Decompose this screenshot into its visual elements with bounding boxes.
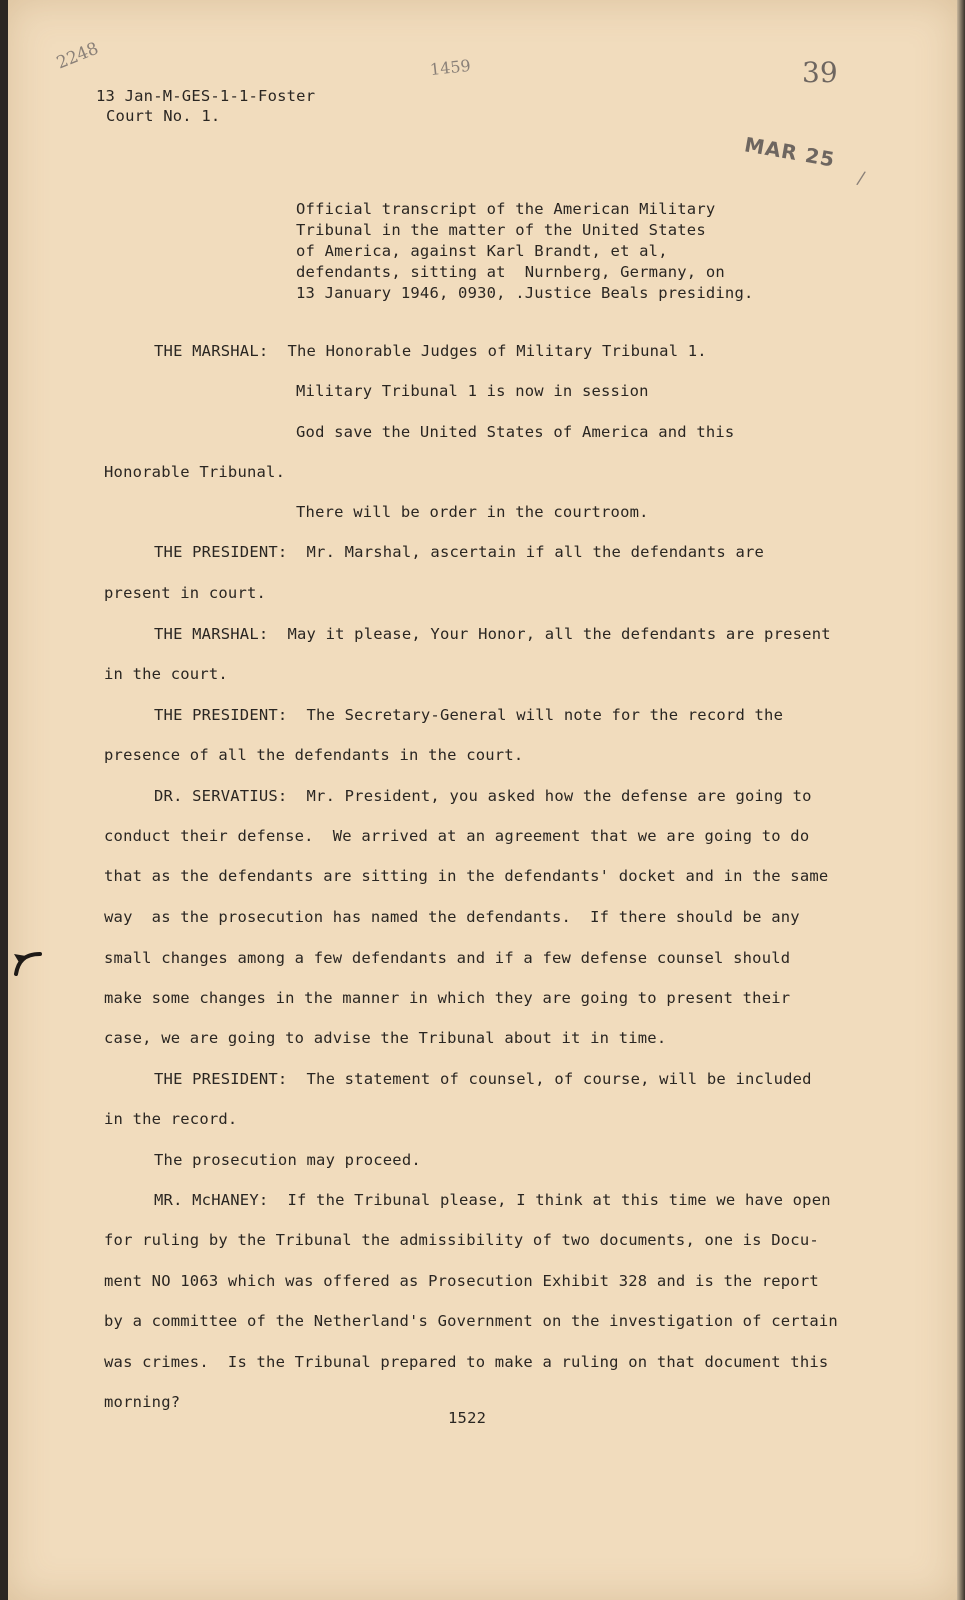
transcript-line: The prosecution may proceed. bbox=[154, 1151, 421, 1169]
date-stamp: MAR 25 bbox=[742, 132, 837, 172]
header-line-2: Court No. 1. bbox=[106, 107, 221, 125]
transcript-line: way as the prosecution has named the defendants. If there should be any bbox=[104, 908, 800, 926]
transcript-line: DR. SERVATIUS: Mr. President, you asked how the defense are going to bbox=[154, 787, 812, 805]
document-page bbox=[8, 0, 957, 1600]
transcript-line: make some changes in the manner in which they are going to present their bbox=[104, 989, 791, 1007]
caption-line: Tribunal in the matter of the United States bbox=[296, 221, 706, 239]
caption-line: 13 January 1946, 0930, .Justice Beals presiding. bbox=[296, 284, 754, 302]
caption-line: Official transcript of the American Military bbox=[296, 200, 716, 218]
page-number: 1522 bbox=[448, 1409, 487, 1427]
margin-arrow-mark bbox=[10, 944, 46, 980]
transcript-line: morning? bbox=[104, 1393, 181, 1411]
transcript-line: case, we are going to advise the Tribunal about it in time. bbox=[104, 1029, 667, 1047]
pencil-tick: / bbox=[855, 167, 867, 190]
transcript-line: THE MARSHAL: The Honorable Judges of Military Tribunal 1. bbox=[154, 342, 707, 360]
transcript-line: conduct their defense. We arrived at an agreement that we are going to do bbox=[104, 827, 810, 845]
transcript-line: THE PRESIDENT: The statement of counsel, of course, will be included bbox=[154, 1070, 812, 1088]
transcript-line: God save the United States of America and this bbox=[296, 423, 735, 441]
transcript-line: present in court. bbox=[104, 584, 267, 602]
transcript-line: in the record. bbox=[104, 1110, 238, 1128]
transcript-line: THE PRESIDENT: The Secretary-General will note for the record the bbox=[154, 706, 784, 724]
transcript-line: in the court. bbox=[104, 665, 228, 683]
transcript-line: that as the defendants are sitting in the defendants' docket and in the same bbox=[104, 867, 829, 885]
handwritten-page-number: 39 bbox=[802, 56, 838, 89]
transcript-line: THE MARSHAL: May it please, Your Honor, all the defendants are present bbox=[154, 625, 831, 643]
transcript-line: MR. McHANEY: If the Tribunal please, I think at this time we have open bbox=[154, 1191, 831, 1209]
transcript-line: ment NO 1063 which was offered as Prosecution Exhibit 328 and is the report bbox=[104, 1272, 819, 1290]
caption-line: of America, against Karl Brandt, et al, bbox=[296, 242, 668, 260]
transcript-line: small changes among a few defendants and if a few defense counsel should bbox=[104, 949, 791, 967]
transcript-line: by a committee of the Netherland's Government on the investigation of certain bbox=[104, 1312, 838, 1330]
transcript-line: Honorable Tribunal. bbox=[104, 463, 286, 481]
transcript-line: presence of all the defendants in the court. bbox=[104, 746, 524, 764]
header-line-1: 13 Jan-M-GES-1-1-Foster bbox=[96, 87, 316, 105]
transcript-line: Military Tribunal 1 is now in session bbox=[296, 382, 649, 400]
transcript-line: was crimes. Is the Tribunal prepared to make a ruling on that document this bbox=[104, 1353, 829, 1371]
transcript-line: for ruling by the Tribunal the admissibility of two documents, one is Docu- bbox=[104, 1231, 819, 1249]
caption-line: defendants, sitting at Nurnberg, Germany, on bbox=[296, 263, 725, 281]
transcript-line: There will be order in the courtroom. bbox=[296, 503, 649, 521]
page-edge-shadow bbox=[957, 0, 965, 1600]
handwritten-number-top-center: 1459 bbox=[429, 55, 472, 80]
handwritten-number-top-left: 2248 bbox=[53, 38, 102, 74]
transcript-line: THE PRESIDENT: Mr. Marshal, ascertain if all the defendants are bbox=[154, 543, 765, 561]
